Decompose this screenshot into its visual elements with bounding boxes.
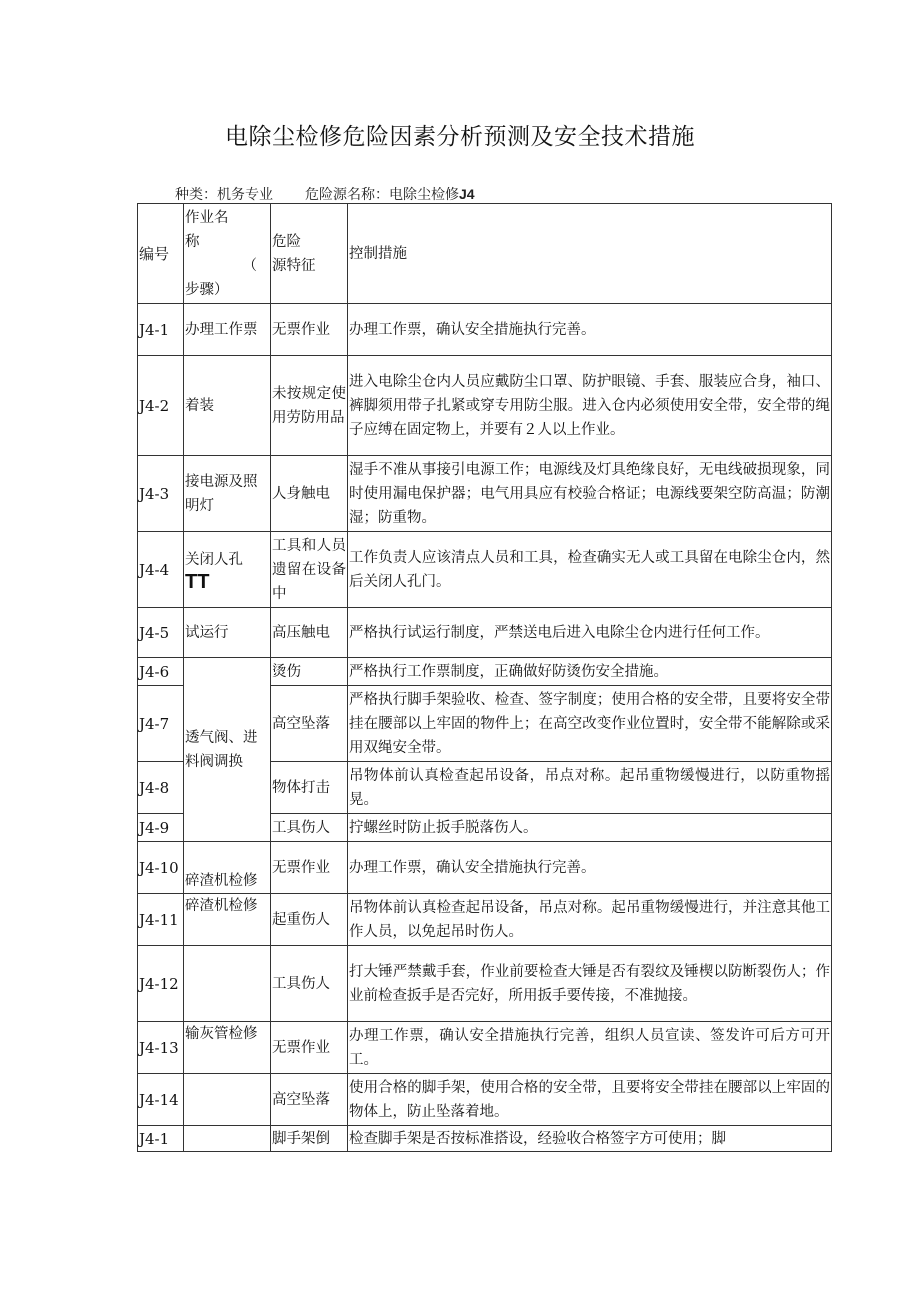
table-row — [138, 608, 832, 658]
row-id: J4-4 — [138, 532, 184, 608]
row-hazard: 高空坠落 — [271, 686, 348, 762]
header-task-line3: （ — [242, 257, 257, 274]
row-task — [184, 1074, 271, 1126]
header-measure: 控制措施 — [348, 204, 832, 304]
row-id: J4-9 — [138, 814, 184, 842]
row-hazard: 高空坠落 — [271, 1074, 348, 1126]
hazard-source-label: 危险源名称：电除尘检修 — [305, 187, 459, 203]
table-row — [138, 456, 832, 532]
row-id: J4-12 — [138, 946, 184, 1022]
row-measure: 打大锤严禁戴手套，作业前要检查大锤是否有裂纹及锤楔以防断裂伤人；作业前检查扳手是否完好，所用扳手要传接，不准抛接。 — [348, 946, 832, 1022]
row-measure: 办理工作票，确认安全措施执行完善。 — [348, 842, 832, 894]
row-measure: 使用合格的脚手架，使用合格的安全带，且要将安全带挂在腰部以上牢固的物体上，防止坠落着地。 — [348, 1074, 832, 1126]
header-task — [184, 204, 271, 304]
row-task: 试运行 — [184, 608, 271, 658]
row-id: J4-5 — [138, 608, 184, 658]
table-row — [138, 356, 832, 456]
row-hazard: 无票作业 — [271, 1022, 348, 1074]
row-id: J4-13 — [138, 1022, 184, 1074]
row-hazard: 物体打击 — [271, 762, 348, 814]
table-row — [138, 304, 832, 356]
row-hazard: 无票作业 — [271, 842, 348, 894]
row-hazard: 人身触电 — [271, 456, 348, 532]
header-task-line1: 作业名 — [185, 209, 229, 226]
row-measure: 严格执行试运行制度，严禁送电后进入电除尘仓内进行任何工作。 — [348, 608, 832, 658]
table-row — [138, 894, 832, 946]
hazard-table — [137, 203, 832, 1152]
meta-line — [175, 184, 475, 204]
row-id: J4-2 — [138, 356, 184, 456]
row-task-text: 关闭人孔 — [185, 551, 243, 568]
row-measure: 吊物体前认真检查起吊设备，吊点对称。起吊重物缓慢进行，并注意其他工作人员，以免起吊时伤人。 — [348, 894, 832, 946]
row-measure: 湿手不准从事接引电源工作；电源线及灯具绝缘良好，无电线破损现象，同时使用漏电保护器；电气用具应有校验合格证；电源线要架空防高温；防潮湿；防重物。 — [348, 456, 832, 532]
row-task — [184, 532, 271, 608]
header-row — [138, 204, 832, 304]
row-measure: 严格执行脚手架验收、检查、签字制度；使用合格的安全带，且要将安全带挂在腰部以上牢固的物件上；在高空改变作业位置时，安全带不能解除或采用双绳安全带。 — [348, 686, 832, 762]
row-hazard: 工具伤人 — [271, 814, 348, 842]
header-id: 编号 — [138, 204, 184, 304]
row-hazard: 工具伤人 — [271, 946, 348, 1022]
row-task — [184, 1126, 271, 1152]
row-task: 碎渣机检修 — [184, 842, 271, 894]
row-measure: 拧螺丝时防止扳手脱落伤人。 — [348, 814, 832, 842]
row-hazard: 无票作业 — [271, 304, 348, 356]
row-measure: 办理工作票，确认安全措施执行完善，组织人员宣读、签发许可后方可开工。 — [348, 1022, 832, 1074]
row-measure: 检查脚手架是否按标准搭设，经验收合格签字方可使用；脚 — [348, 1126, 832, 1152]
row-measure: 进入电除尘仓内人员应戴防尘口罩、防护眼镜、手套、服装应合身，袖口、裤脚须用带子扎紧或穿专用防尘服。进入仓内必须使用安全带，安全带的绳子应缚在固定物上，并要有２人以上作业。 — [348, 356, 832, 456]
row-measure: 严格执行工作票制度，正确做好防烫伤安全措施。 — [348, 658, 832, 686]
row-task: 透气阀、进料阀调换 — [184, 658, 271, 842]
row-measure: 吊物体前认真检查起吊设备，吊点对称。起吊重物缓慢进行，以防重物摇晃。 — [348, 762, 832, 814]
row-measure: 工作负责人应该清点人员和工具，检查确实无人或工具留在电除尘仓内，然后关闭人孔门。 — [348, 532, 832, 608]
row-id: J4-7 — [138, 686, 184, 762]
row-id: J4-8 — [138, 762, 184, 814]
row-id: J4-1 — [138, 1126, 184, 1152]
table-row — [138, 1022, 832, 1074]
table-row — [138, 532, 832, 608]
row-hazard: 烫伤 — [271, 658, 348, 686]
row-measure: 办理工作票，确认安全措施执行完善。 — [348, 304, 832, 356]
table-row — [138, 658, 832, 686]
row-task: 输灰管检修 — [184, 1022, 271, 1074]
row-hazard: 起重伤人 — [271, 894, 348, 946]
row-task: 办理工作票 — [184, 304, 271, 356]
header-hazard — [271, 204, 348, 304]
row-hazard: 未按规定使用劳防用品 — [271, 356, 348, 456]
table-row — [138, 1126, 832, 1152]
row-id: J4-10 — [138, 842, 184, 894]
document-title: 电除尘检修危险因素分析预测及安全技术措施 — [225, 124, 695, 150]
table-row — [138, 1074, 832, 1126]
category-label: 种类：机务专业 — [175, 187, 273, 203]
row-id: J4-6 — [138, 658, 184, 686]
table-row — [138, 946, 832, 1022]
row-hazard: 高压触电 — [271, 608, 348, 658]
header-task-line2: 称 — [185, 233, 200, 250]
row-task: 着装 — [184, 356, 271, 456]
row-task: 碎渣机检修 — [184, 894, 271, 946]
row-hazard: 工具和人员遗留在设备中 — [271, 532, 348, 608]
header-hazard-line1: 危险 — [272, 233, 301, 250]
header-task-line4: 步骤） — [185, 281, 229, 298]
row-hazard: 脚手架倒 — [271, 1126, 348, 1152]
row-id: J4-3 — [138, 456, 184, 532]
row-task: 接电源及照明灯 — [184, 456, 271, 532]
hazard-source-code: J4 — [459, 186, 475, 202]
row-id: J4-11 — [138, 894, 184, 946]
row-id: J4-14 — [138, 1074, 184, 1126]
row-task-extra: TT — [185, 570, 210, 593]
row-id: J4-1 — [138, 304, 184, 356]
row-task — [184, 946, 271, 1022]
header-hazard-line2: 源特征 — [272, 257, 316, 274]
table-row — [138, 842, 832, 894]
